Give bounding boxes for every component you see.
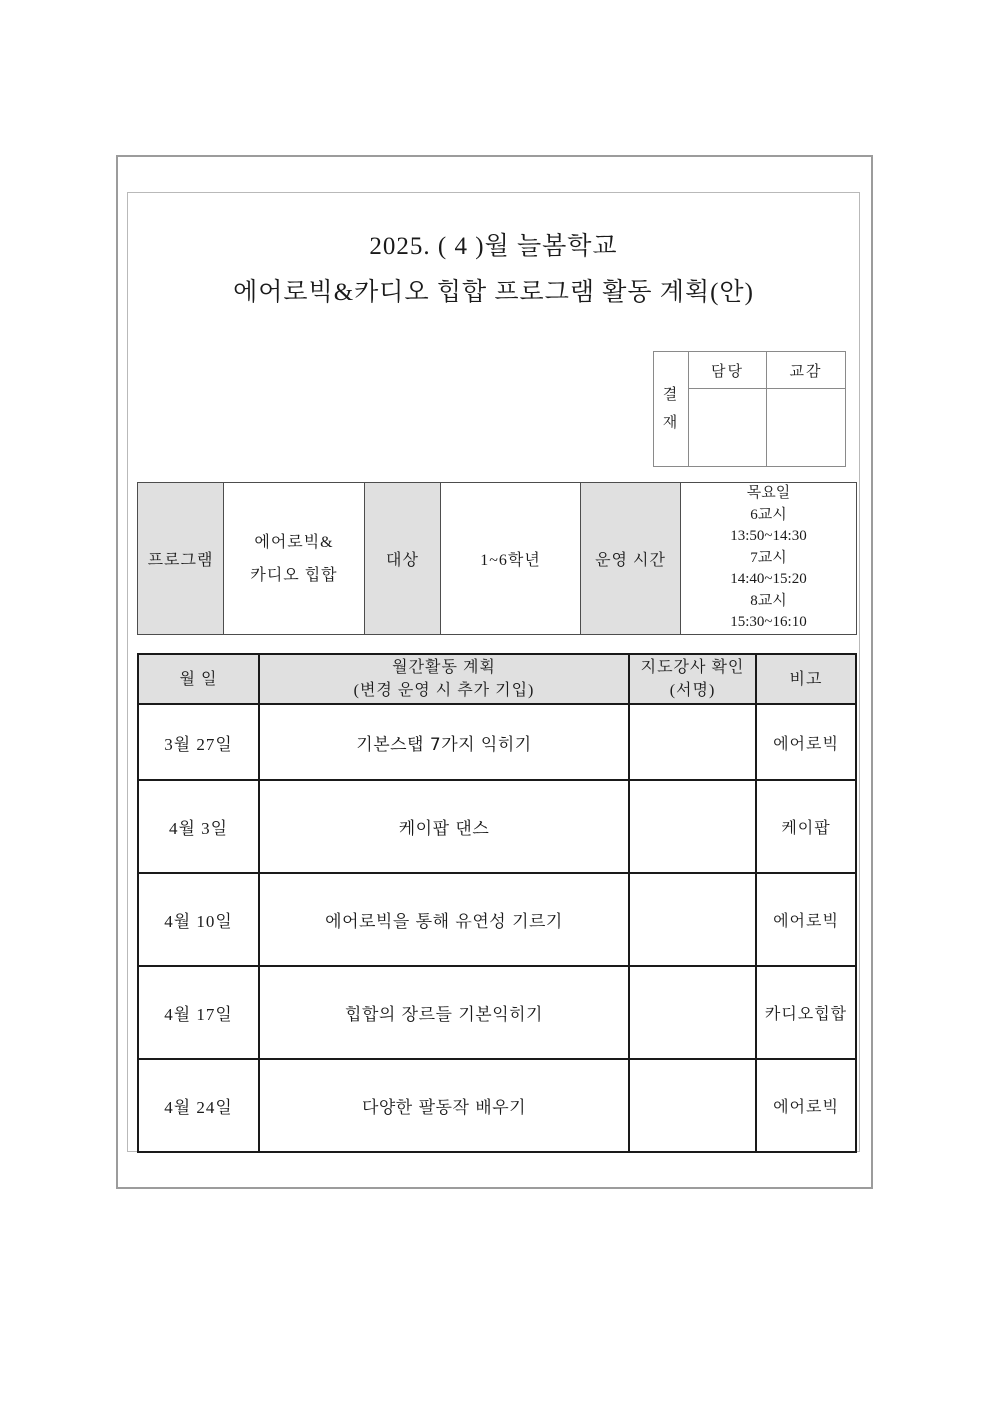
program-value-cell bbox=[224, 483, 365, 635]
approval-label-char-2: 재 bbox=[662, 415, 680, 431]
note-cell: 카디오힙합 bbox=[756, 966, 856, 1059]
date-cell: 4월 17일 bbox=[138, 966, 259, 1059]
approval-column-gyogam: 교감 bbox=[767, 352, 846, 389]
date-cell: 4월 3일 bbox=[138, 780, 259, 873]
header-plan-cell bbox=[259, 654, 629, 704]
title-line-2: 에어로빅&카디오 힙합 프로그램 활동 계획(안) bbox=[233, 279, 754, 306]
document-title bbox=[127, 224, 860, 316]
approval-label-cell bbox=[654, 352, 689, 467]
instructor-sign-cell bbox=[629, 704, 756, 780]
date-cell: 4월 24일 bbox=[138, 1059, 259, 1152]
schedule-header-row bbox=[138, 654, 856, 704]
approval-sign-cell-gyogam bbox=[767, 389, 846, 467]
program-value-line-2: 카디오 힙합 bbox=[250, 566, 338, 584]
time-line-period6-time: 13:50~14:30 bbox=[730, 528, 807, 545]
header-note-cell: 비고 bbox=[756, 654, 856, 704]
instructor-sign-cell bbox=[629, 1059, 756, 1152]
table-row bbox=[138, 1059, 856, 1152]
plan-cell: 케이팝 댄스 bbox=[259, 780, 629, 873]
note-cell: 에어로빅 bbox=[756, 873, 856, 966]
date-cell: 3월 27일 bbox=[138, 704, 259, 780]
header-plan-line-1: 월간활동 계획 bbox=[392, 659, 496, 676]
plan-cell: 다양한 팔동작 배우기 bbox=[259, 1059, 629, 1152]
time-line-period7-time: 14:40~15:20 bbox=[730, 571, 807, 588]
approval-sign-cell-damdang bbox=[689, 389, 767, 467]
table-row bbox=[138, 704, 856, 780]
program-value-line-1: 에어로빅& bbox=[254, 533, 334, 551]
time-line-period8: 8교시 bbox=[750, 592, 787, 609]
time-line-period8-time: 15:30~16:10 bbox=[730, 614, 807, 631]
title-line-1: 2025. ( 4 )월 늘봄학교 bbox=[369, 233, 618, 260]
note-cell: 에어로빅 bbox=[756, 1059, 856, 1152]
date-cell: 4월 10일 bbox=[138, 873, 259, 966]
time-line-day: 목요일 bbox=[746, 485, 791, 502]
target-label-cell: 대상 bbox=[365, 483, 441, 635]
header-instructor-line-1: 지도강사 확인 bbox=[640, 659, 745, 676]
time-line-period7: 7교시 bbox=[750, 549, 787, 566]
target-value-cell: 1~6학년 bbox=[441, 483, 581, 635]
plan-cell: 에어로빅을 통해 유연성 기르기 bbox=[259, 873, 629, 966]
program-label-cell: 프로그램 bbox=[138, 483, 224, 635]
header-plan-line-2: (변경 운영 시 추가 기입) bbox=[353, 682, 535, 699]
note-cell: 케이팝 bbox=[756, 780, 856, 873]
plan-cell: 힙합의 장르들 기본익히기 bbox=[259, 966, 629, 1059]
time-label-cell: 운영 시간 bbox=[581, 483, 681, 635]
approval-label-char-1: 결 bbox=[662, 387, 680, 403]
schedule-table bbox=[137, 653, 857, 1153]
program-info-table bbox=[137, 482, 857, 635]
instructor-sign-cell bbox=[629, 873, 756, 966]
header-instructor-line-2: (서명) bbox=[669, 682, 716, 699]
header-instructor-cell bbox=[629, 654, 756, 704]
approval-table bbox=[653, 351, 846, 467]
time-line-period6: 6교시 bbox=[750, 506, 787, 523]
note-cell: 에어로빅 bbox=[756, 704, 856, 780]
time-value-cell bbox=[681, 483, 857, 635]
plan-cell: 기본스탭 7가지 익히기 bbox=[259, 704, 629, 780]
instructor-sign-cell bbox=[629, 966, 756, 1059]
instructor-sign-cell bbox=[629, 780, 756, 873]
table-row bbox=[138, 873, 856, 966]
table-row bbox=[138, 966, 856, 1059]
approval-column-damdang: 담당 bbox=[689, 352, 767, 389]
header-date-cell: 월 일 bbox=[138, 654, 259, 704]
table-row bbox=[138, 780, 856, 873]
